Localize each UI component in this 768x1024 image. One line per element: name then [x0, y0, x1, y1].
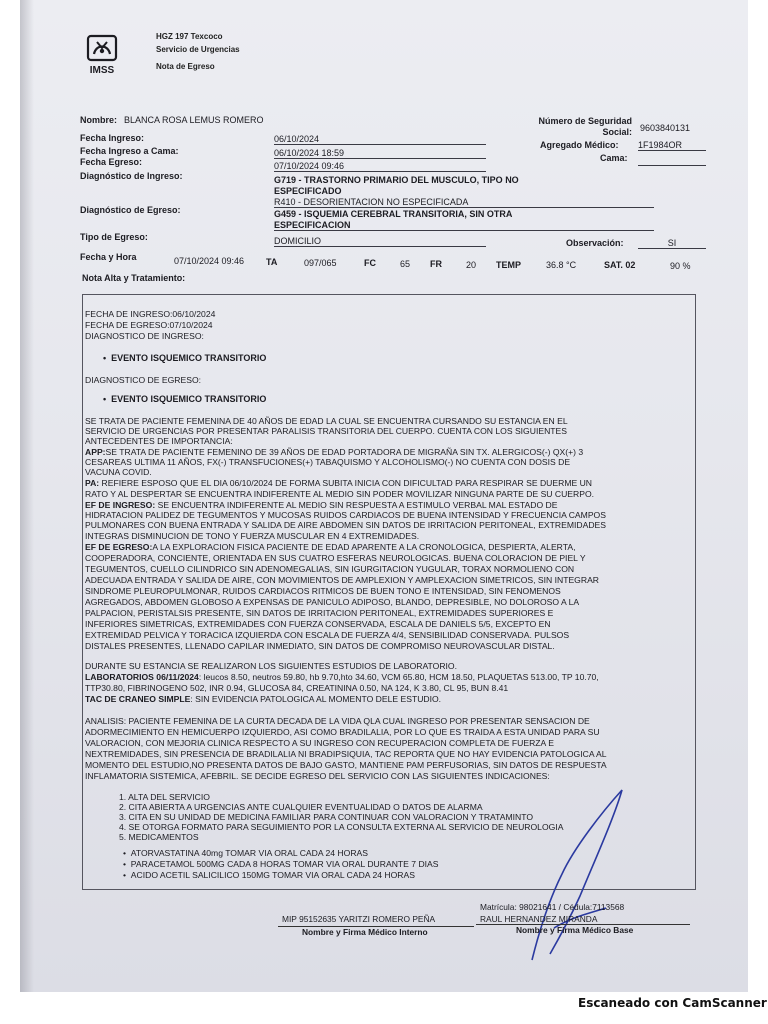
- note-efe-4: ADECUADA ENTRADA Y SALIDA DE AIRE, CON MOVIMIENTOS DE AMPLEXION Y AMPLEXACION SIMETRICOS, SIN INTEGRAR: [85, 575, 600, 585]
- ingreso-cama-label: Fecha Ingreso a Cama:: [80, 146, 179, 156]
- temp-label: TEMP: [496, 260, 522, 270]
- service-name: Servicio de Urgencias: [156, 45, 240, 54]
- note-app-3: VACUNA COVID.: [85, 467, 152, 477]
- note-analisis-3: VALORACION, CON MEJORIA CLINICA RESPECTO A SU INGRESO CON RECUPERACION COMPLETA DE FUERZA E: [85, 738, 554, 748]
- fecha-hora-value: 07/10/2024 09:46: [174, 256, 245, 266]
- sat-value: 90 %: [670, 261, 691, 271]
- indicacion-3: 3. CITA EN SU UNIDAD DE MEDICINA FAMILIAR PARA CONTINUAR CON VALORACION Y TRATAMINTO: [119, 812, 533, 822]
- observacion-value: SI: [638, 238, 706, 249]
- dx-ingreso-1b: ESPECIFICADO: [274, 186, 342, 196]
- note-efe-8: INFERIORES SIMETRICAS, EXTREMIDADES CON FUERZA CONSERVADA, ESCALA DE DANIELS 5/5, EXCEPTO EN: [85, 619, 551, 629]
- note-analisis-2: ADORMECIMIENTO EN HEMICUERPO IZQUIERDO, ASI COMO BRADILALIA, POR LO QUE ES TRAIDA A ESTA UNIDAD PARA SU: [85, 727, 600, 737]
- note-analisis-1: ANALISIS: PACIENTE FEMENINA DE LA CURTA DECADA DE LA VIDA QLA CUAL INGRESO POR PRESENTAR SENSACION DE: [85, 716, 590, 726]
- note-lab-2: TTP30.80, FIBRINOGENO 502, INR 0.94, GLUCOSA 84, CREATININA 0.50, NA 124, K 3.80, CL 95, BUN 8.41: [85, 683, 509, 693]
- note-bullet-1: • EVENTO ISQUEMICO TRANSITORIO: [103, 353, 267, 363]
- fr-value: 20: [466, 260, 477, 270]
- tipo-value: DOMICILIO: [274, 236, 486, 247]
- note-analisis-4: NEXTREMIDADES, SIN PRESENCIA DE BRADILALIA NI BRADIPSIQUIA, TAC REPORTA QUE NO HAY EVIDENCIA PATOLOGICA AL: [85, 749, 607, 759]
- matricula: Matrícula: 98021641 / Cédula:7113568: [480, 902, 625, 912]
- note-lab-intro: DURANTE SU ESTANCIA SE REALIZARON LOS SIGUIENTES ESTUDIOS DE LABORATORIO.: [85, 661, 457, 671]
- dx-ingreso-label: Diagnóstico de Ingreso:: [80, 171, 183, 181]
- med-3: • ACIDO ACETIL SALICILICO 150MG TOMAR VIA ORAL CADA 24 HORAS: [123, 870, 415, 880]
- note-efe-1: EF DE EGRESO:A LA EXPLORACION FISICA PACIENTE DE EDAD APARENTE A LA CRONOLOGICA, DESPIERTA, ALERTA,: [85, 542, 576, 552]
- egreso-value: 07/10/2024 09:46: [274, 161, 486, 172]
- hospital-name: HGZ 197 Texcoco: [156, 32, 223, 41]
- base-caption: Nombre y Firma Médico Base: [516, 925, 634, 935]
- nss-label: Número de Seguridad Social:: [538, 116, 632, 137]
- tipo-label: Tipo de Egreso:: [80, 232, 148, 242]
- dx-egreso-label: Diagnóstico de Egreso:: [80, 205, 181, 215]
- sat-label: SAT. 02: [604, 260, 636, 270]
- interno-name: MIP 95152635 YARITZI ROMERO PEÑA: [282, 914, 436, 924]
- ta-value: 097/065: [304, 258, 337, 268]
- fecha-hora-label: Fecha y Hora: [80, 252, 137, 262]
- nota-label: Nota Alta y Tratamiento:: [82, 273, 186, 283]
- patient-name: BLANCA ROSA LEMUS ROMERO: [124, 115, 264, 125]
- egreso-label: Fecha Egreso:: [80, 157, 143, 167]
- note-dx-ingreso-heading: DIAGNOSTICO DE INGRESO:: [85, 331, 204, 341]
- base-name: RAUL HERNANDEZ MIRANDA: [480, 914, 598, 924]
- note-fecha-egreso: FECHA DE EGRESO:07/10/2024: [85, 320, 213, 330]
- signature-scribble: [510, 778, 650, 968]
- document-page: [20, 0, 748, 992]
- note-efe-6: AGREGADOS, ABDOMEN GLOBOSO A EXPENSAS DE PANICULO ADIPOSO, BLANDO, DEPRESIBLE, NO DOLOROSO A LA: [85, 597, 580, 607]
- nss-value: 9603840131: [640, 123, 691, 133]
- note-efi-1: EF DE INGRESO: SE ENCUENTRA INDIFERENTE AL MEDIO SIN RESPUESTA A ESTIMULO VERBAL MAL ESTADO DE: [85, 500, 558, 510]
- document-type: Nota de Egreso: [156, 62, 215, 71]
- interno-caption: Nombre y Firma Médico Interno: [302, 927, 428, 937]
- cama-label: Cama:: [600, 153, 628, 163]
- dx-egreso-a: G459 - ISQUEMIA CEREBRAL TRANSITORIA, SIN OTRA: [274, 209, 513, 219]
- indicacion-1: 1. ALTA DEL SERVICIO: [119, 792, 210, 802]
- ingreso-cama-value: 06/10/2024 18:59: [274, 148, 486, 159]
- note-efe-10: DISTALES PRESENTES, LLENADO CAPILAR INMEDIATO, SIN DATOS DE COMPROMISO NEUROVASCULAR DISTAL.: [85, 641, 555, 651]
- note-p1-2: SERVICIO DE URGENCIAS POR PRESENTAR PARALISIS TRANSITORIA DEL CUERPO. CUENTA CON LOS SIGUIENTES: [85, 426, 567, 436]
- fr-label: FR: [430, 259, 442, 269]
- note-efe-7: PALPACION, PERISTALSIS PRESENTE, SIN DATOS DE IRRITACION PERITONEAL, EXTREMIDADES SUPERIORES E: [85, 608, 554, 618]
- note-app-2: CESAREAS ULTIMA 11 AÑOS, FX(-) TRANSFUCIONES(+) TABAQUISMO Y ALCOHOLISMO(-) NO CUENTA CON DOSIS DE: [85, 457, 571, 467]
- imss-logo: [82, 34, 122, 76]
- note-bullet-2: • EVENTO ISQUEMICO TRANSITORIO: [103, 394, 267, 404]
- note-efi-4: INTEGRAS DISMINUCION DE TONO Y FUERZA MUSCULAR EN 4 EXTREMIDADES.: [85, 531, 420, 541]
- note-efi-3: PULMONARES CON BUENA ENTRADA Y SALIDA DE AIRE ABDOMEN SIN DATOS DE IRRITACION PERITONEAL, EXTREMIDADES: [85, 520, 606, 530]
- note-tac: TAC DE CRANEO SIMPLE: SIN EVIDENCIA PATOLOGICA AL MOMENTO DELE ESTUDIO.: [85, 694, 442, 704]
- scanner-watermark: Escaneado con CamScanner: [578, 996, 767, 1010]
- name-label: Nombre:: [80, 115, 118, 125]
- note-pa-2: RATO Y AL DESPERTAR SE ENCUENTRA INDIFERENTE AL MEDIO SIN PODER MOVILIZAR NINGUNA PARTE DE SU CUERPO.: [85, 489, 595, 499]
- dx-ingreso-1a: G719 - TRASTORNO PRIMARIO DEL MUSCULO, TIPO NO: [274, 175, 519, 185]
- note-dx-egreso-heading: DIAGNOSTICO DE EGRESO:: [85, 375, 202, 385]
- note-p1-1: SE TRATA DE PACIENTE FEMENINA DE 40 AÑOS DE EDAD LA CUAL SE ENCUENTRA CURSANDO SU ESTANCIA EN EL: [85, 416, 568, 426]
- fc-value: 65: [400, 259, 411, 269]
- agregado-value: 1F1984OR: [638, 140, 706, 151]
- indicacion-2: 2. CITA ABIERTA A URGENCIAS ANTE CUALQUIER EVENTUALIDAD O DATOS DE ALARMA: [119, 802, 483, 812]
- med-2: • PARACETAMOL 500MG CADA 8 HORAS TOMAR VIA ORAL DURANTE 7 DIAS: [123, 859, 439, 869]
- svg-text:IMSS: IMSS: [89, 65, 115, 76]
- dx-egreso-b: ESPECIFICACION: [274, 220, 654, 231]
- ingreso-label: Fecha Ingreso:: [80, 133, 145, 143]
- indicacion-5: 5. MEDICAMENTOS: [119, 832, 199, 842]
- note-efe-3: TEGUMENTOS, CUELLO CILINDRICO SIN ADENOMEGALIAS, SIN IGURGITACION YUGULAR, TORAX NORMOLIENO CON: [85, 564, 575, 574]
- page-shadow: [20, 0, 34, 992]
- note-efe-2: COOPERADORA, CONCIENTE, ORIENTADA EN SUS CUATRO ESFERAS NEUROLOGICAS. BUENA COLORACION DE PIEL Y: [85, 553, 586, 563]
- note-analisis-5: MOMENTO DEL ESTUDIO,NO PRESENTA DATOS DE BAJO GASTO, MANTIENE PAM PERFUSORIAS, SIN DATOS DE RESPUESTA: [85, 760, 607, 770]
- agregado-label: Agregado Médico:: [540, 140, 619, 150]
- dx-ingreso-2: R410 - DESORIENTACION NO ESPECIFICADA: [274, 197, 654, 208]
- note-efe-5: SINDROME PLEUROPULMONAR, RUIDOS CARDIACOS RITMICOS DE BUEN TONO E INTENSIDAD, SIN FENOMENOS: [85, 586, 561, 596]
- note-pa-1: PA: REFIERE ESPOSO QUE EL DIA 06/10/2024 DE FORMA SUBITA INICIA CON DIFICULTAD PARA RESPIRAR SE DUERME UN: [85, 478, 593, 488]
- note-lab-1: LABORATORIOS 06/11/2024: leucos 8.50, neutros 59.80, hb 9.70,hto 34.60, VCM 65.80, HCM 18.50, PLAQUETAS 513.00, TP 10.70,: [85, 672, 599, 682]
- med-1: • ATORVASTATINA 40mg TOMAR VIA ORAL CADA 24 HORAS: [123, 848, 368, 858]
- cama-value: [638, 155, 706, 166]
- note-p1-3: ANTECEDENTES DE IMPORTANCIA:: [85, 436, 233, 446]
- ta-label: TA: [266, 257, 278, 267]
- observacion-label: Observación:: [566, 238, 624, 248]
- ingreso-value: 06/10/2024: [274, 134, 486, 145]
- fc-label: FC: [364, 258, 376, 268]
- note-efi-2: HIDRATACION PALIDEZ DE TEGUMENTOS Y MUCOSAS RUIDOS CARDIACOS DE BUENA INTENSIDAD Y FRECUENCIA CAMPOS: [85, 510, 606, 520]
- note-analisis-6: INFLAMATORIA SISTEMICA, AFEBRIL. SE DECIDE EGRESO DEL SERVICIO CON LAS SIGUIENTES INDICACIONES:: [85, 771, 550, 781]
- temp-value: 36.8 °C: [546, 260, 577, 270]
- note-efe-9: EXTREMIDAD PELVICA Y TORACICA IZQUIERDA CON ESCALA DE FUERZA 4/4, SENSIBILIDAD CONSERVADA. PULSOS: [85, 630, 570, 640]
- note-fecha-ingreso: FECHA DE INGRESO:06/10/2024: [85, 309, 216, 319]
- indicacion-4: 4. SE OTORGA FORMATO PARA SEGUIMIENTO POR LA CONSULTA EXTERNA AL SERVICIO DE NEUROLOGIA: [119, 822, 564, 832]
- note-app-1: APP:SE TRATA DE PACIENTE FEMENINO DE 39 AÑOS DE EDAD PORTADORA DE MIGRAÑA SIN TX. ALERGICOS(-) QX(+) 3: [85, 447, 584, 457]
